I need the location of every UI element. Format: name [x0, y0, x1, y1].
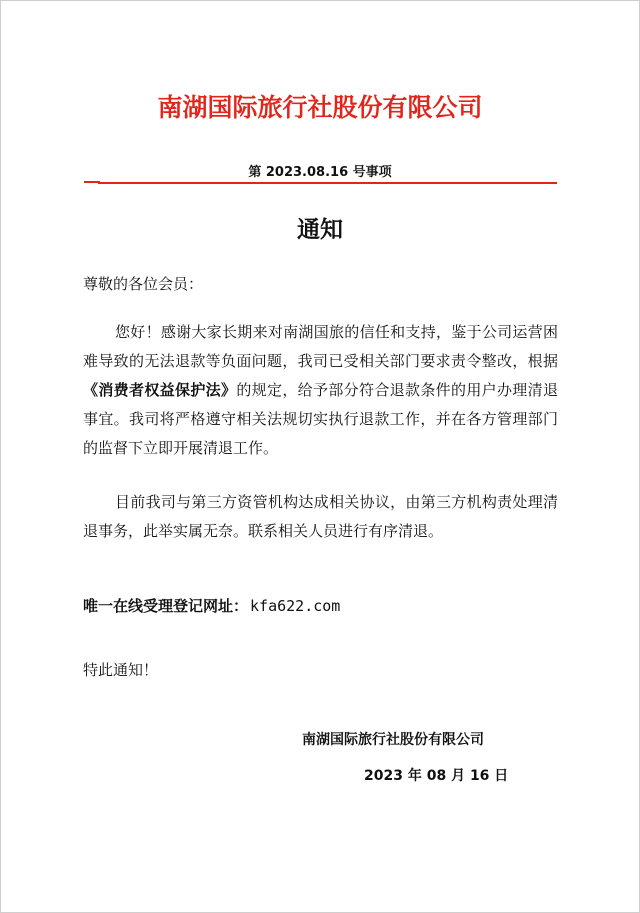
notice-heading: 通知: [297, 217, 343, 243]
signature-company: 南湖国际旅行社股份有限公司: [302, 732, 484, 748]
closing-line: 特此通知！: [83, 661, 159, 679]
issue-number: 第 2023.08.16 号事项: [248, 165, 392, 180]
salutation: 尊敬的各位会员：: [83, 275, 204, 293]
website-url: kfa622.com: [250, 597, 341, 615]
website-line: [83, 595, 340, 616]
signature-date: 2023 年 08 月 16 日: [364, 768, 509, 784]
company-title: 南湖国际旅行社股份有限公司: [157, 93, 483, 122]
header-rule: [98, 182, 557, 184]
body-paragraph-2: 目前我司与第三方资管机构达成相关协议，由第三方机构责处理清退事务，此举实属无奈。联系相关人员进行有序清退。: [83, 493, 558, 540]
paragraph-1-text-before-law: 您好！感谢大家长期来对南湖国旅的信任和支持，鉴于公司运营困难导致的无法退款等负面问题，我司已受相关部门要求责令整改，根据: [83, 323, 558, 370]
law-name: 《消费者权益保护法》: [83, 381, 237, 399]
paragraph-1-text-after-law: 的规定，给予部分符合退款条件的用户办理清退事宜。我司将严格遵守相关法规切实执行退款工作，并在各方管理部门的监督下立即开展清退工作。: [83, 381, 558, 457]
website-label: 唯一在线受理登记网址：: [83, 597, 249, 615]
body-paragraph-1: [83, 318, 558, 463]
